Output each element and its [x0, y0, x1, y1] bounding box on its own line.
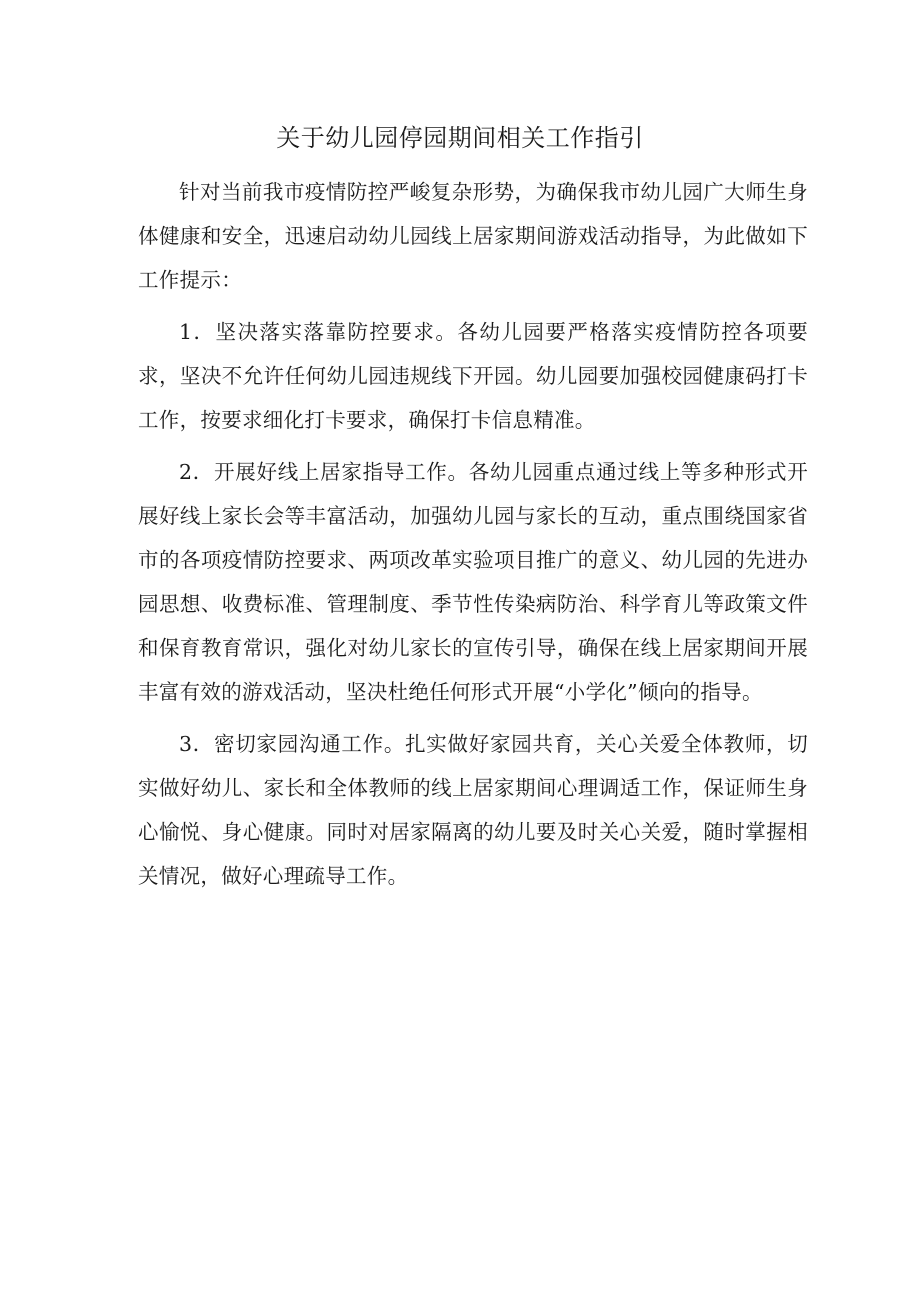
- intro-paragraph: 针对当前我市疫情防控严峻复杂形势，为确保我市幼儿园广大师生身体健康和安全，迅速启动幼儿园线上居家期间游戏活动指导，为此做如下工作提示：: [138, 180, 808, 292]
- item-3-paragraph: 3．密切家园沟通工作。扎实做好家园共育，关心关爱全体教师，切实做好幼儿、家长和全体教师的线上居家期间心理调适工作，保证师生身心愉悦、身心健康。同时对居家隔离的幼儿要及时关心关爱，随时掌握相关情况，做好心理疏导工作。: [138, 732, 808, 888]
- document-title: 关于幼儿园停园期间相关工作指引: [276, 124, 644, 152]
- document-body: [138, 170, 808, 906]
- item-2-paragraph: 2．开展好线上居家指导工作。各幼儿园重点通过线上等多种形式开展好线上家长会等丰富活动，加强幼儿园与家长的互动，重点围绕国家省市的各项疫情防控要求、两项改革实验项目推广的意义、幼儿园的先进办园思想、收费标准、管理制度、季节性传染病防治、科学育儿等政策文件和保育教育常识，强化对幼儿家长的宣传引导，确保在线上居家期间开展丰富有效的游戏活动，坚决杜绝任何形式开展“小学化”倾向的指导。: [138, 460, 808, 704]
- item-1-paragraph: 1．坚决落实落靠防控要求。各幼儿园要严格落实疫情防控各项要求，坚决不允许任何幼儿园违规线下开园。幼儿园要加强校园健康码打卡工作，按要求细化打卡要求，确保打卡信息精准。: [138, 320, 808, 432]
